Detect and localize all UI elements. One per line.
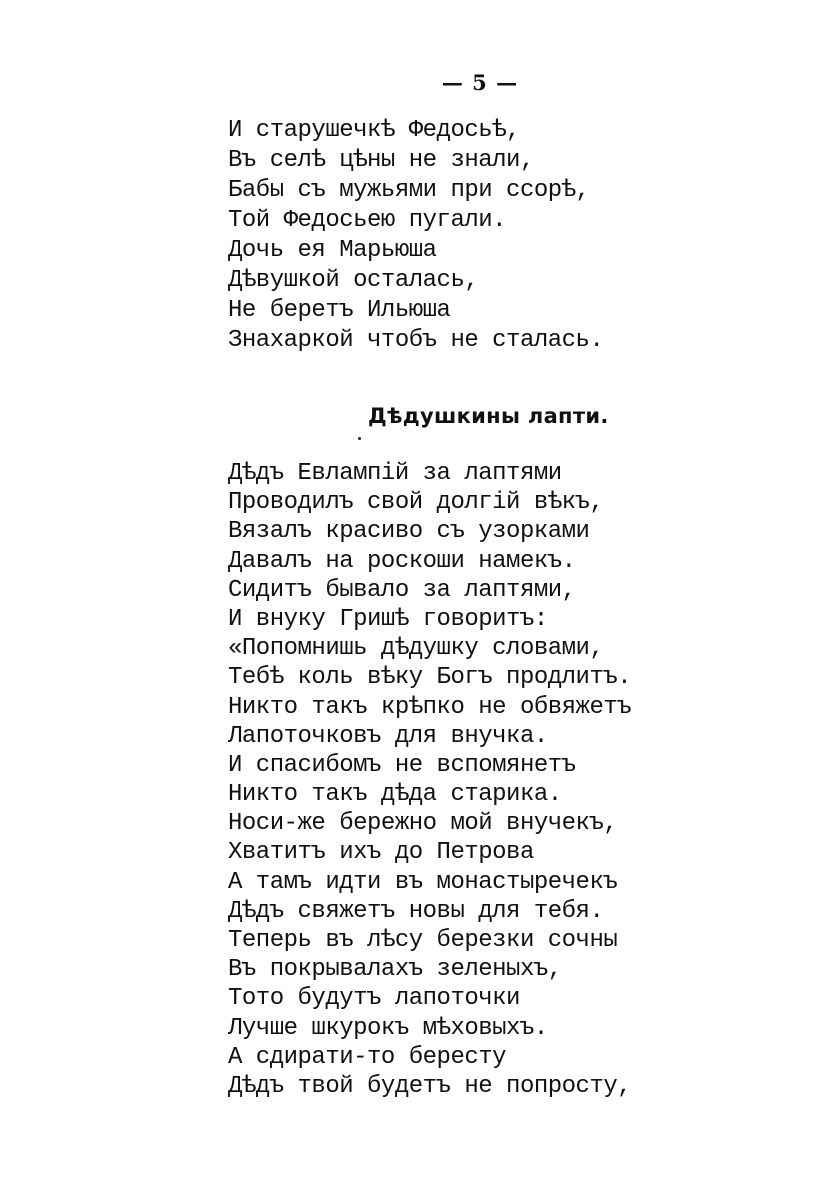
poem-line: А сдирати-то бересту: [228, 1043, 507, 1071]
poem-line: Носи-же бережно мой внучекъ,: [228, 810, 618, 838]
poem-line: Никто такъ крѣпко не обвяжетъ: [228, 693, 632, 721]
poem-line: Теперь въ лѣсу березки сочны: [228, 927, 618, 954]
poem-line: Дѣдъ свяжетъ новы для тебя.: [228, 897, 604, 925]
poem-line: Тебѣ коль вѣку Богъ продлитъ.: [228, 664, 632, 692]
poem-line: «Попомнишь дѣдушку словами,: [228, 635, 604, 663]
verse-line: Не беретъ Ильюша: [228, 297, 451, 324]
poem-line: Тото будутъ лапоточки: [228, 985, 520, 1013]
poem-body: [228, 459, 631, 1101]
verse-line: Дочь ея Марьюша: [228, 237, 437, 264]
poem-line: А тамъ идти въ монастыречекъ: [228, 868, 618, 896]
verse-line: Бабы съ мужьями при ссорѣ,: [228, 177, 590, 204]
page-number: — 5 —: [441, 70, 519, 95]
verse-line: Дѣвушкой осталась,: [228, 267, 479, 294]
poem-line: Дѣдъ Евлампій за лаптями: [228, 460, 562, 487]
poem-line: Въ покрывалахъ зеленыхъ,: [228, 956, 562, 984]
verse-line: Знахаркой чтобъ не сталась.: [228, 327, 604, 354]
poem-line: Сидитъ бывало за лаптями,: [228, 576, 576, 604]
verse-line: Въ селѣ цѣны не знали,: [228, 147, 534, 174]
poem-line: И спасибомъ не вспомянетъ: [228, 751, 576, 779]
poem-line: Лучше шкурокъ мѣховыхъ.: [228, 1014, 548, 1042]
poem-line: И внуку Гришѣ говоритъ:: [228, 605, 548, 633]
poem-line: Давалъ на роскоши намекъ.: [228, 547, 576, 575]
poem-line: Проводилъ свой долгій вѣкъ,: [228, 489, 604, 517]
poem-line: Дѣдъ твой будетъ не попросту,: [228, 1072, 632, 1100]
verse-line: И старушечкѣ Федосьѣ,: [228, 117, 520, 144]
ink-speck: [358, 437, 361, 440]
poem-line: Хватитъ ихъ до Петрова: [228, 839, 534, 867]
poem-line: Лапоточковъ для внучка.: [228, 722, 548, 750]
poem-title: Дѣдушкины лапти.: [368, 404, 609, 428]
verse-line: Той Федосьею пугали.: [228, 207, 507, 234]
poem-line: Никто такъ дѣда старика.: [228, 781, 562, 809]
poem-line: Вязалъ красиво съ узорками: [228, 518, 590, 546]
verse-stanza: [228, 116, 603, 356]
